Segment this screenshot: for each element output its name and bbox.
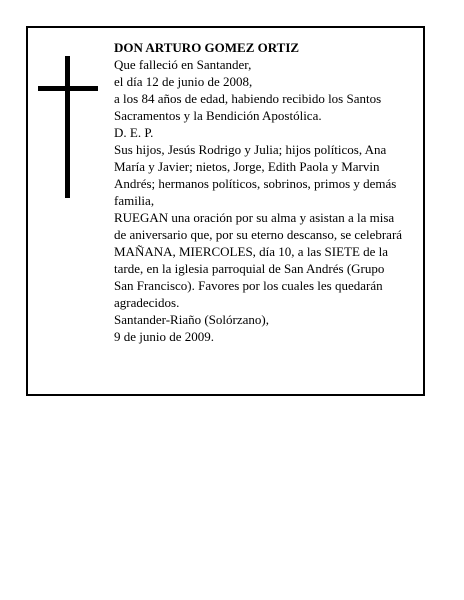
notice-line-3: a los 84 años de edad, habiendo recibido los Santos — [114, 91, 382, 106]
notice-line-15: agradecidos. — [114, 295, 180, 310]
notice-line-8: Andrés; hermanos políticos, sobrinos, primos y demás — [114, 176, 397, 191]
notice-line-16: Santander-Riaño (Solórzano), — [114, 312, 269, 327]
notice-line-5: D. E. P. — [114, 125, 154, 140]
notice-line-6: Sus hijos, Jesús Rodrigo y Julia; hijos políticos, Ana — [114, 142, 387, 157]
notice-line-12: MAÑANA, MIERCOLES, día 10, a las SIETE de la — [114, 244, 389, 259]
cross-horizontal-bar — [38, 86, 98, 91]
notice-line-11: de aniversario que, por su eterno descanso, se celebrará — [114, 227, 403, 242]
notice-line-1: Que falleció en Santander, — [114, 57, 252, 72]
cross-vertical-bar — [65, 56, 70, 198]
notice-line-13: tarde, en la iglesia parroquial de San Andrés (Grupo — [114, 261, 385, 276]
notice-line-10: RUEGAN una oración por su alma y asistan a la misa — [114, 210, 395, 225]
notice-line-2: el día 12 de junio de 2008, — [114, 74, 253, 89]
latin-cross-icon — [38, 56, 98, 198]
obituary-notice — [26, 26, 425, 396]
notice-text — [114, 39, 424, 345]
notice-line-9: familia, — [114, 193, 155, 208]
notice-line-4: Sacramentos y la Bendición Apostólica. — [114, 108, 322, 123]
notice-line-17: 9 de junio de 2009. — [114, 329, 215, 344]
deceased-name: DON ARTURO GOMEZ ORTIZ — [114, 40, 300, 55]
notice-line-7: María y Javier; nietos, Jorge, Edith Paola y Marvin — [114, 159, 380, 174]
notice-line-14: San Francisco). Favores por los cuales les quedarán — [114, 278, 383, 293]
